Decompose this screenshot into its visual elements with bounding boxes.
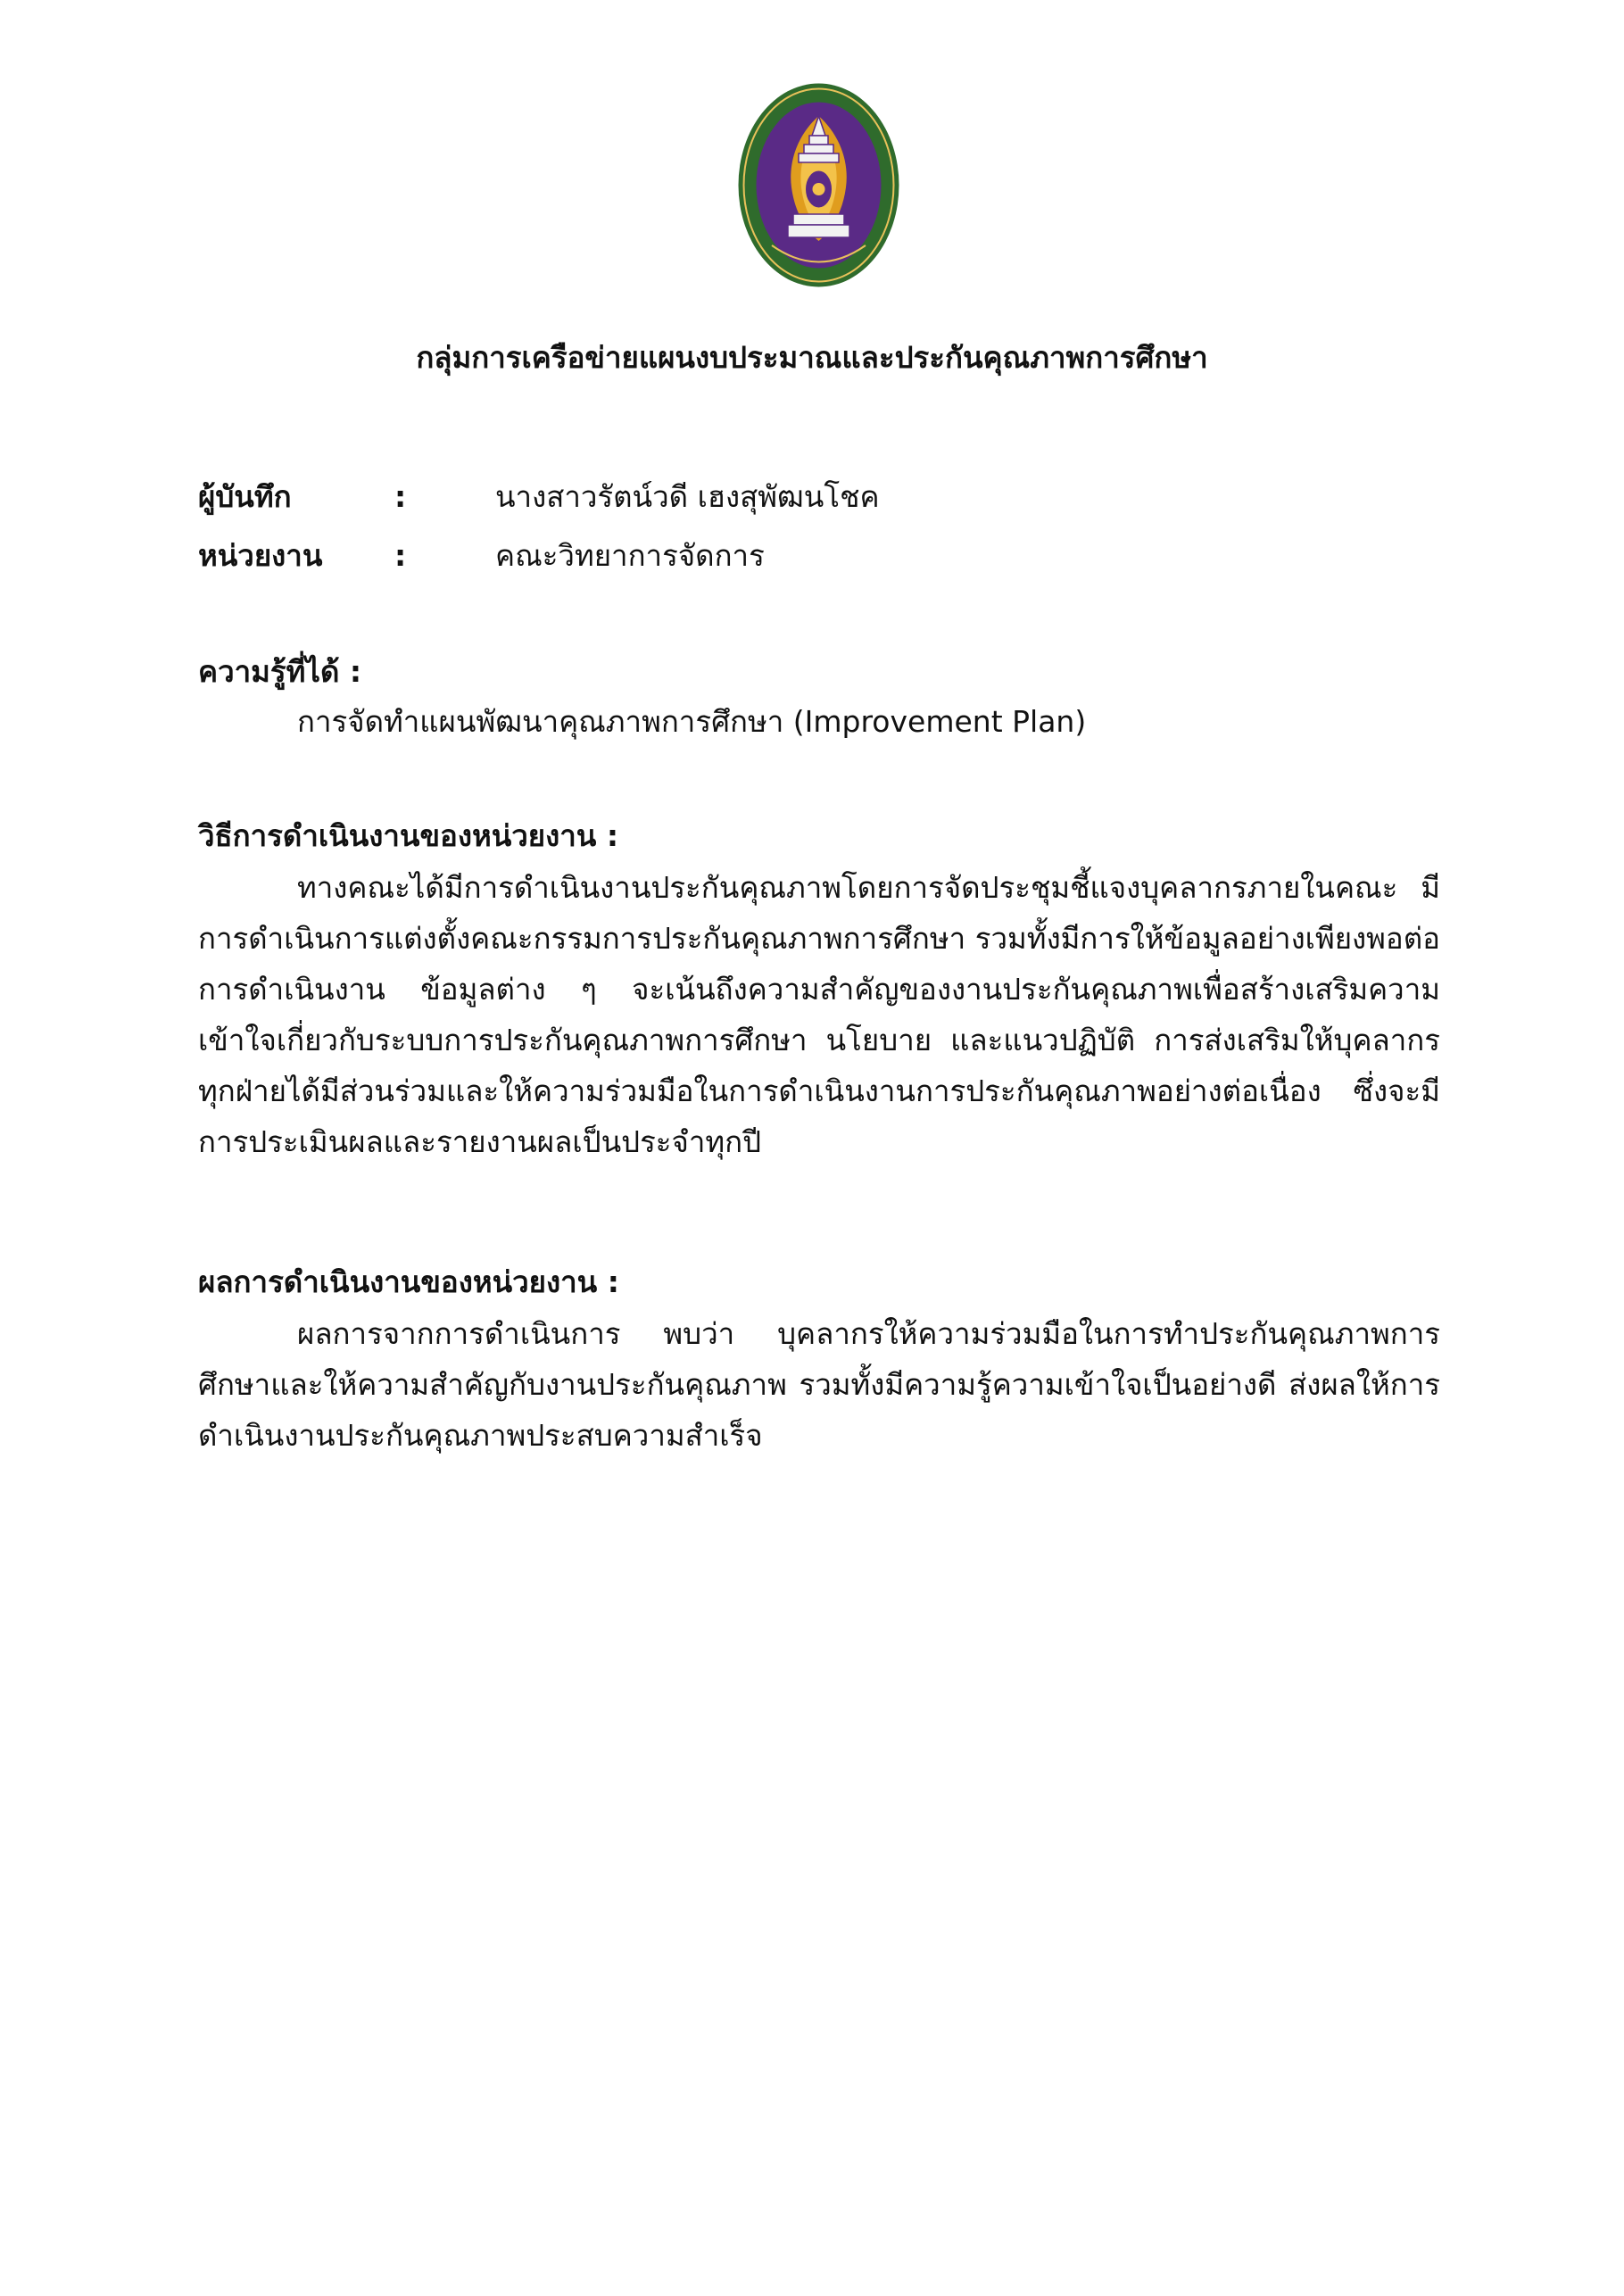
knowledge-heading: ความรู้ที่ได้ :	[198, 654, 362, 689]
method-paragraph: ทางคณะได้มีการดำเนินงานประกันคุณภาพโดยการจัดประชุมชี้แจงบุคลากรภายในคณะ มีการดำเนินการแต่งตั้งคณะกรรมการประกันคุณภาพการศึกษา รวมทั้งมีการให้ข้อมูลอย่างเพียงพอต่อการดำเนินงาน ข้อมูลต่าง ๆ จะเน้นถึงความสำคัญของงานประกันคุณภาพเพื่อสร้างเสริมความเข้าใจเกี่ยวกับระบบการประกันคุณภาพการศึกษา นโยบาย และแนวปฏิบัติ การส่งเสริมให้บุคลากรทุกฝ่ายได้มีส่วนร่วมและให้ความร่วมมือในการดำเนินงานการประกันคุณภาพอย่างต่อเนื่อง ซึ่งจะมีการประเมินผลและรายงานผลเป็นประจำทุกปี	[198, 870, 1440, 1159]
suan-sunandha-rajabhat-university-seal-icon	[736, 80, 901, 290]
knowledge-text: การจัดทำแผนพัฒนาคุณภาพการศึกษา (Improvement Plan)	[297, 704, 1087, 739]
recorder-colon: :	[394, 479, 407, 514]
department-label: หน่วยงาน	[198, 538, 323, 573]
university-seal-logo	[736, 80, 901, 290]
department-value: คณะวิทยาการจัดการ	[495, 538, 765, 573]
recorder-label: ผู้บันทึก	[198, 479, 292, 514]
result-paragraph: ผลการจากการดำเนินการ พบว่า บุคลากรให้ความร่วมมือในการทำประกันคุณภาพการศึกษาและให้ความสำคัญกับงานประกันคุณภาพ รวมทั้งมีความรู้ความเข้าใจเป็นอย่างดี ส่งผลให้การดำเนินงานประกันคุณภาพประสบความสำเร็จ	[198, 1316, 1440, 1453]
recorder-value: นางสาวรัตน์วดี เฮงสุพัฒนโชค	[495, 479, 880, 514]
method-heading: วิธีการดำเนินงานของหน่วยงาน :	[198, 818, 619, 853]
department-colon: :	[394, 538, 407, 573]
result-heading: ผลการดำเนินงานของหน่วยงาน :	[198, 1264, 619, 1299]
document-title: กลุ่มการเครือข่ายแผนงบประมาณและประกันคุณภาพการศึกษา	[416, 340, 1208, 375]
